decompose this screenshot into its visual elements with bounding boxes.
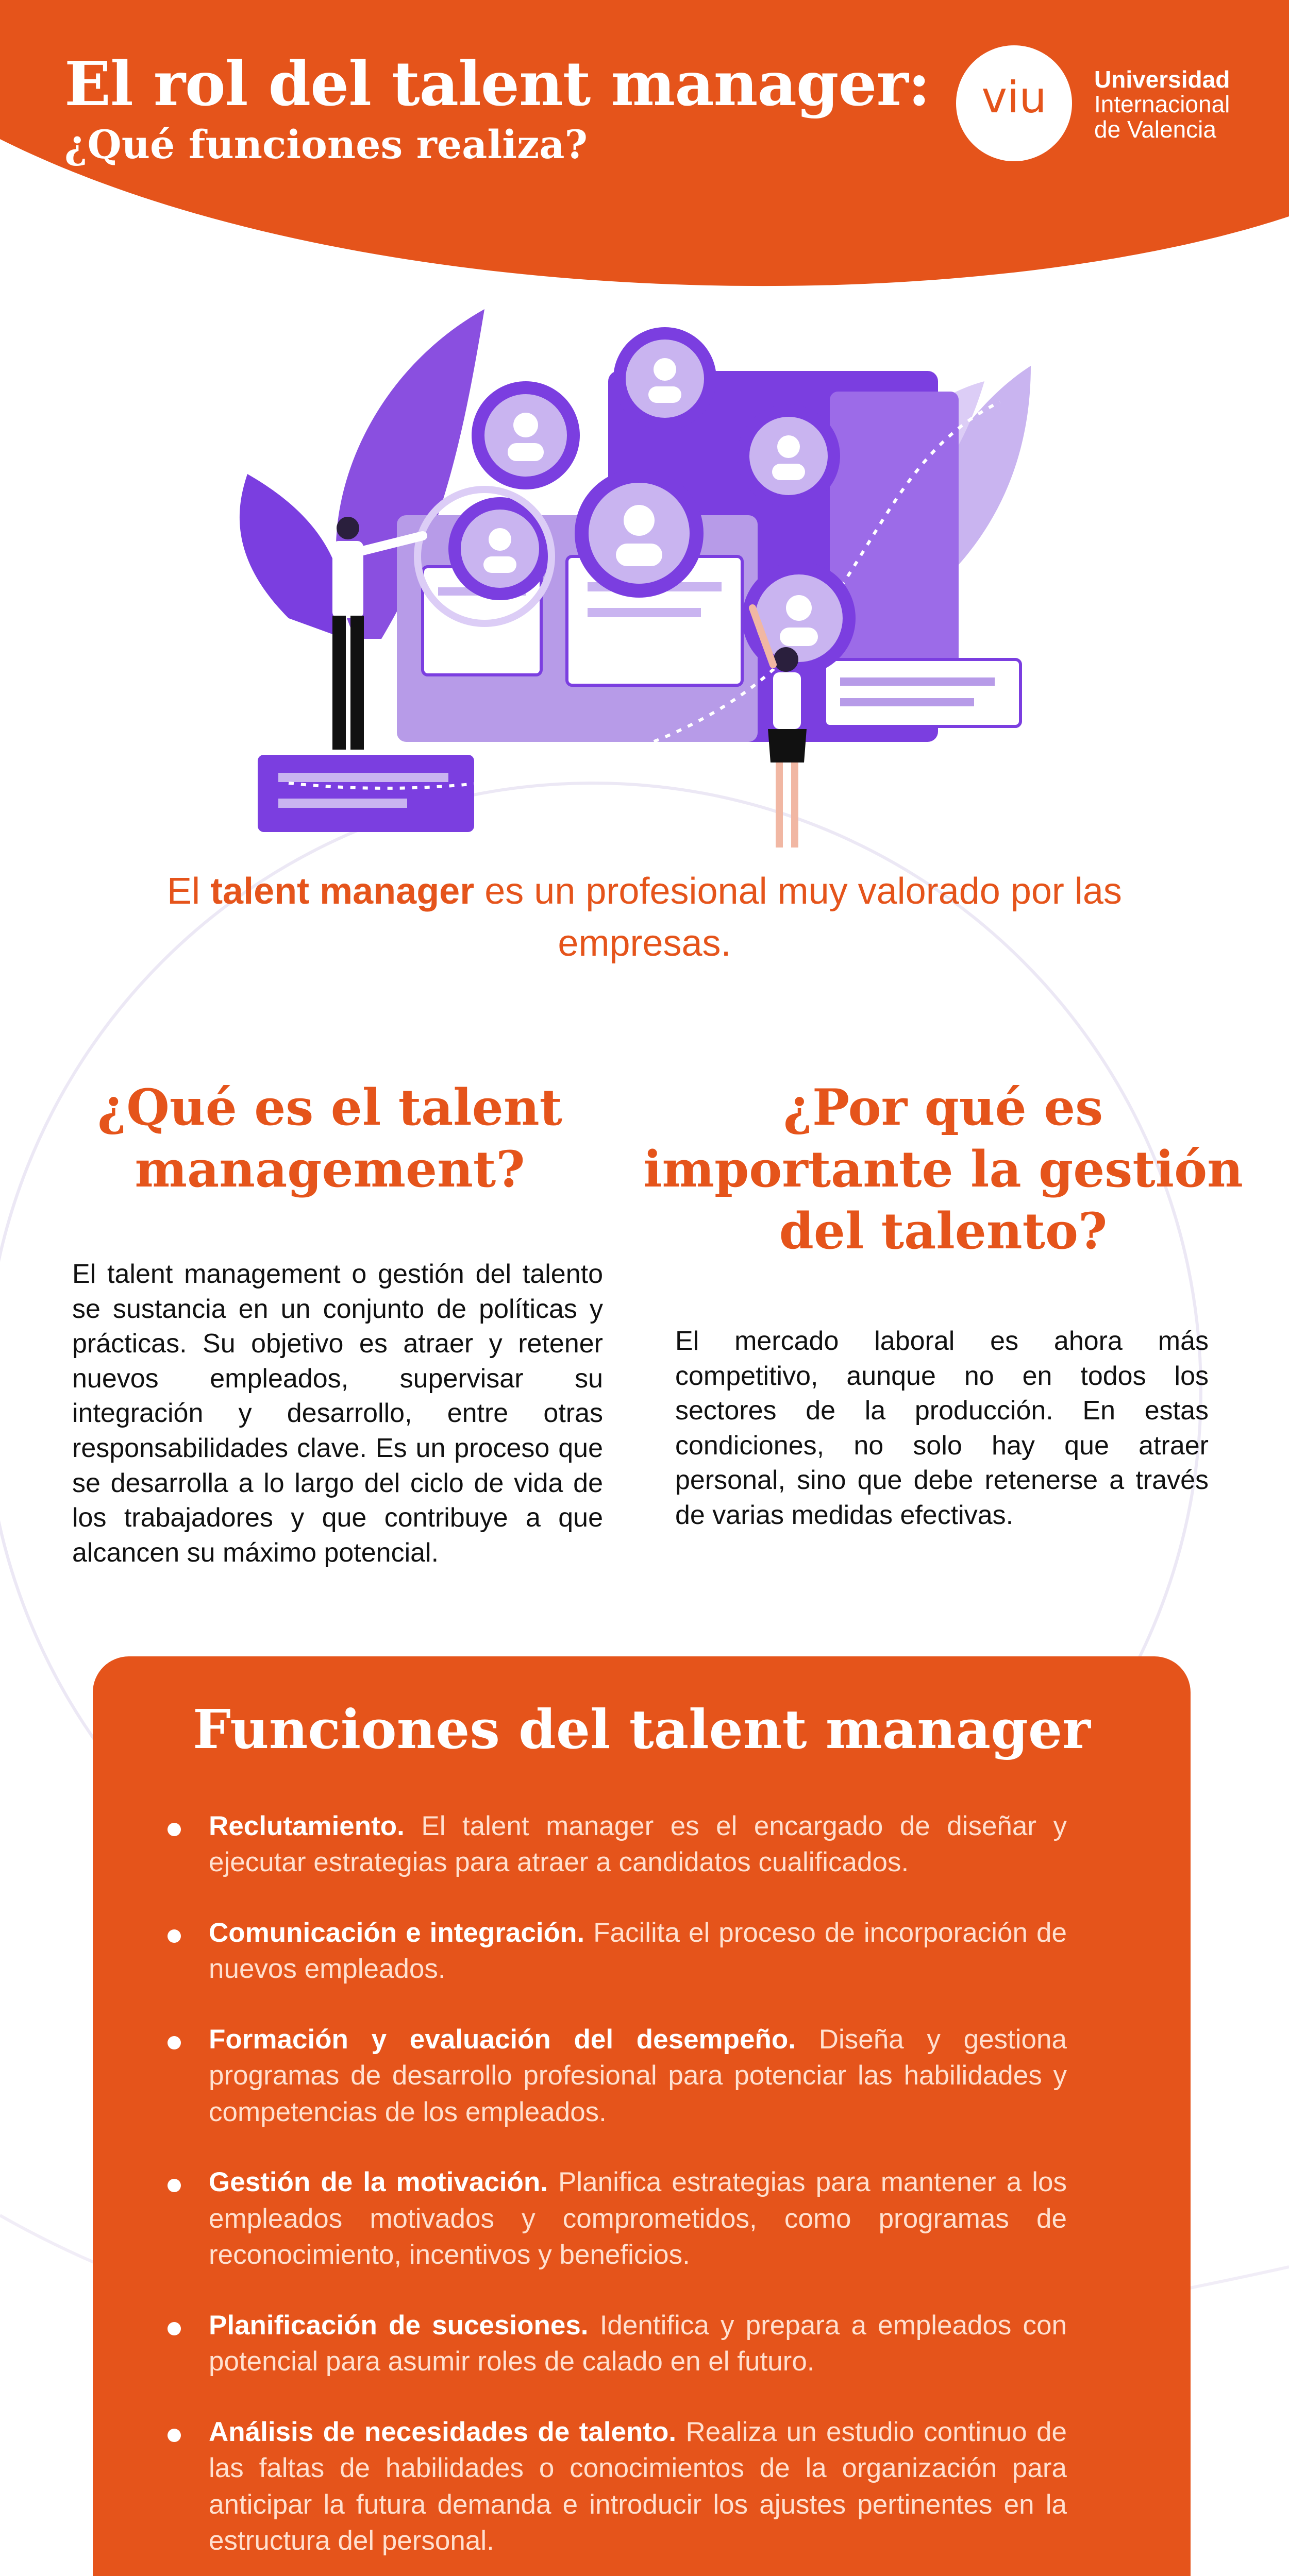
function-item	[168, 2022, 1067, 2130]
function-heading: Gestión de la motivación.	[209, 2167, 548, 2198]
logo-name	[1094, 67, 1249, 142]
function-text: Facilita el proceso de incorporación de nuevos empleados.	[209, 1917, 1067, 1985]
logo-line-2: Internacional	[1094, 91, 1230, 118]
function-text: Identifica y prepara a empleados con potencial para asumir roles de calado en el futuro.	[209, 2310, 1067, 2377]
section-title-talent-management: ¿Qué es el talent management?	[97, 1078, 562, 1198]
hero-illustration	[227, 247, 1062, 860]
intro-text	[155, 866, 1134, 970]
function-heading: Análisis de necesidades de talento.	[209, 2416, 677, 2447]
bullet-dot	[168, 2322, 181, 2335]
function-heading: Comunicación e integración.	[209, 1917, 585, 1948]
section-text-importance: El mercado laboral es ahora más competitivo, aunque no en todos los sectores de la producción. En estas condiciones, no solo hay que atraer personal, sino que debe retenerse a través de varias medidas efectivas.	[675, 1326, 1209, 1530]
logo-line-1: Universidad	[1094, 66, 1230, 93]
logo-mark: viu	[981, 72, 1047, 123]
function-item	[168, 1915, 1067, 1988]
function-text: Diseña y gestiona programas de desarrollo profesional para potenciar las habilidades y competencias de los empleados.	[209, 2024, 1067, 2127]
bullet-dot	[168, 2036, 181, 2049]
function-text: El talent manager es el encargado de diseñar y ejecutar estrategias para atraer a candidatos cualificados.	[209, 1811, 1067, 1878]
section-text-talent-management: El talent management o gestión del talento se sustancia en un conjunto de políticas y prácticas. Su objetivo es atraer y retener nuevos empleados, supervisar su integración y desarrollo, entre otras responsabilidades clave. Es un proceso que se desarrolla a lo largo del ciclo de vida de los trabajadores y que contribuye a que alcancen su máximo potencial.	[72, 1259, 603, 1568]
function-text: Planifica estrategias para mantener a los empleados motivados y comprometidos, como programas de reconocimiento, incentivos y beneficios.	[209, 2167, 1067, 2270]
intro-highlight: talent manager	[210, 871, 475, 912]
university-logo[interactable]	[956, 45, 1230, 164]
function-heading: Formación y evaluación del desempeño.	[209, 2024, 796, 2055]
function-item	[168, 1808, 1067, 1881]
intro-pre: El	[167, 871, 211, 912]
functions-title: Funciones del talent manager	[193, 1698, 1091, 1761]
function-heading: Reclutamiento.	[209, 1811, 405, 1841]
bullet-dot	[168, 2429, 181, 2442]
intro-post: es un profesional muy valorado por las empresas.	[474, 871, 1122, 964]
function-heading: Planificación de sucesiones.	[209, 2310, 589, 2341]
page-title: El rol del talent manager:	[64, 48, 930, 120]
function-item	[168, 2164, 1067, 2273]
functions-list	[168, 1808, 1067, 2576]
bullet-dot	[168, 1823, 181, 1836]
page-subtitle: ¿Qué funciones realiza?	[64, 122, 588, 167]
function-text: Realiza un estudio continuo de las faltas de habilidades o conocimientos de la organización para anticipar la futura demanda e introducir los ajustes pertinentes en la estructura del personal.	[209, 2416, 1067, 2556]
bullet-dot	[168, 2179, 181, 2192]
bullet-dot	[168, 1929, 181, 1943]
section-title-importance: ¿Por qué es importante la gestión del talento?	[643, 1078, 1243, 1260]
function-item	[168, 2308, 1067, 2380]
logo-line-3: de Valencia	[1094, 115, 1216, 143]
function-item	[168, 2414, 1067, 2560]
